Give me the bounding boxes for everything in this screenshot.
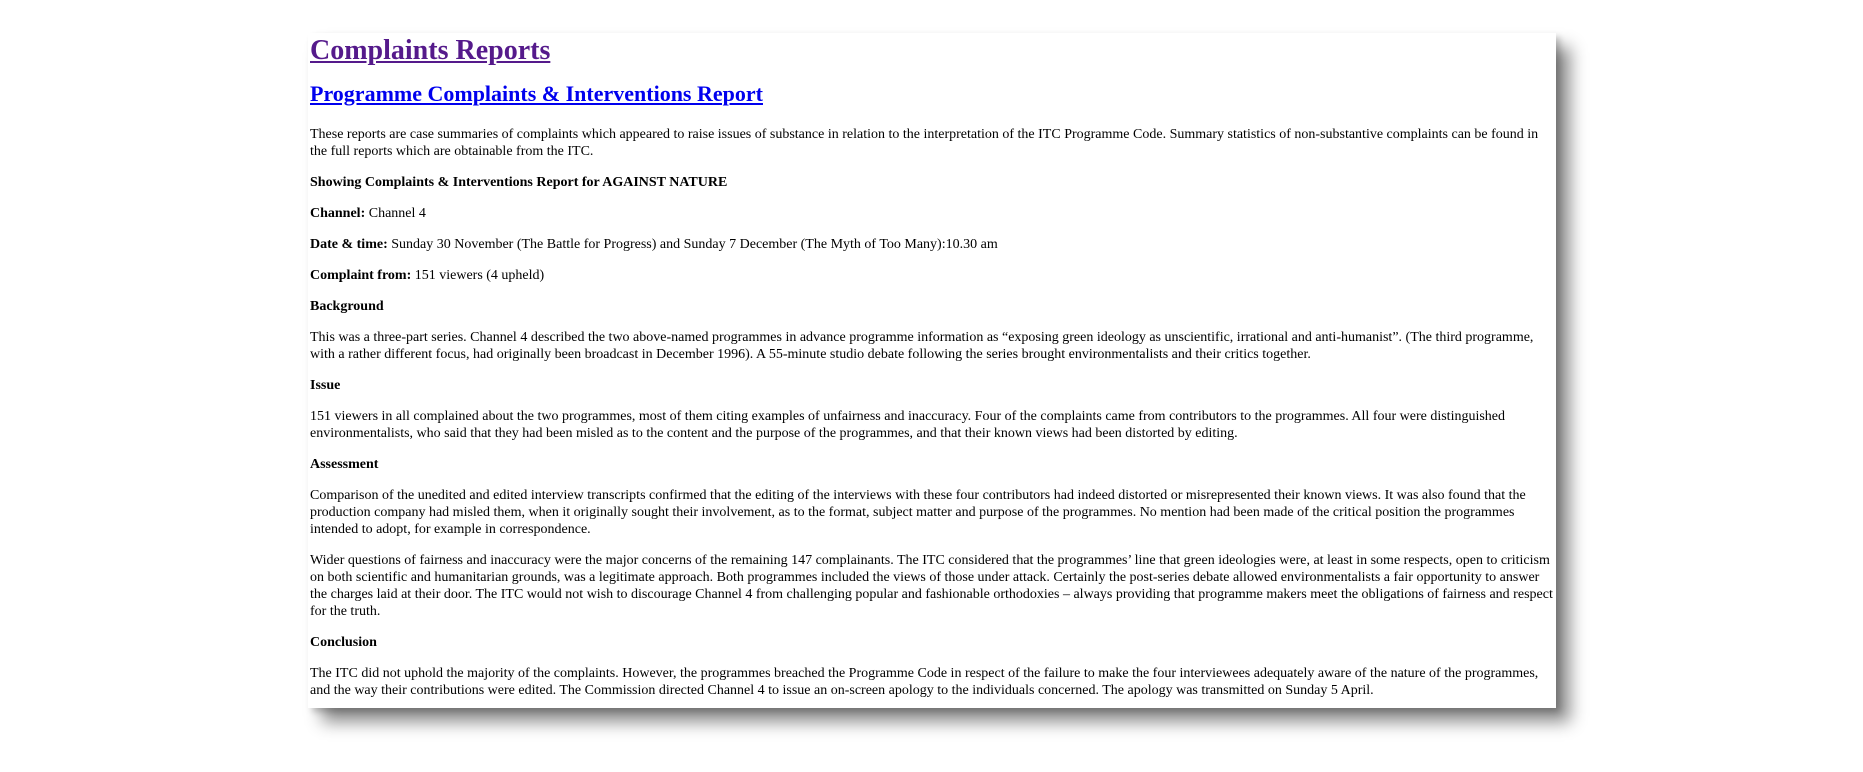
document-body	[308, 33, 1556, 699]
assessment-heading: Assessment	[310, 457, 379, 472]
conclusion-paragraph: The ITC did not uphold the majority of the complaints. However, the programmes breached the Programme Code in respect of the failure to make the four interviewees adequately aware of the nature of the programmes, and the way their contributions were edited. The Commission directed Channel 4 to issue an on-screen apology to the individuals concerned. The apology was transmitted on Sunday 5 April.	[310, 666, 1539, 698]
assessment-paragraph-1: Comparison of the unedited and edited interview transcripts confirmed that the editing of the interviews with these four contributors had indeed distorted or misrepresented their known views. It was also found that the production company had misled them, when it originally sought their involvement, as to the format, subject matter and purpose of the programmes. No mention had been made of the critical position the programmes intended to adopt, for example in correspondence.	[310, 488, 1526, 537]
conclusion-heading: Conclusion	[310, 635, 377, 650]
channel-label: Channel:	[310, 206, 366, 221]
issue-heading: Issue	[310, 378, 341, 393]
showing-report-heading: Showing Complaints & Interventions Report for AGAINST NATURE	[310, 175, 728, 190]
channel-line	[310, 205, 1556, 222]
complaint-from-label: Complaint from:	[310, 268, 412, 283]
datetime-line	[310, 236, 1556, 253]
background-heading: Background	[310, 299, 384, 314]
document-page	[308, 33, 1556, 708]
complaint-from-line	[310, 267, 1556, 284]
datetime-value: Sunday 30 November (The Battle for Progress) and Sunday 7 December (The Myth of Too Many):10.30 am	[387, 237, 998, 252]
programme-report-link[interactable]: Programme Complaints & Interventions Report	[310, 81, 763, 106]
issue-paragraph: 151 viewers in all complained about the two programmes, most of them citing examples of unfairness and inaccuracy. Four of the complaints came from contributors to the programmes. All four were distinguished environmentalists, who said that they had been misled as to the content and the purpose of the programmes, and that their known views had been distorted by editing.	[310, 409, 1506, 441]
complaint-from-value: 151 viewers (4 upheld)	[411, 268, 545, 283]
assessment-paragraph-2: Wider questions of fairness and inaccuracy were the major concerns of the remaining 147 complainants. The ITC considered that the programmes’ line that green ideologies were, at least in some respects, open to criticism on both scientific and humanitarian grounds, was a legitimate approach. Both programmes included the views of those under attack. Certainly the post-series debate allowed environmentalists a fair opportunity to answer the charges laid at their door. The ITC would not wish to discourage Channel 4 from challenging popular and fashionable orthodoxies – always providing that programme makers meet the obligations of fairness and respect for the truth.	[310, 553, 1553, 619]
channel-value: Channel 4	[365, 206, 426, 221]
datetime-label: Date & time:	[310, 237, 388, 252]
report-title	[310, 81, 1556, 107]
background-paragraph: This was a three-part series. Channel 4 described the two above-named programmes in advance programme information as “exposing green ideology as unscientific, irrational and anti-humanist”. (The third programme, with a rather different focus, had originally been broadcast in December 1996). A 55-minute studio debate following the series brought environmentalists and their critics together.	[310, 330, 1534, 362]
page-title	[310, 33, 1556, 69]
complaints-reports-link[interactable]: Complaints Reports	[310, 35, 551, 66]
intro-paragraph: These reports are case summaries of complaints which appeared to raise issues of substance in relation to the interpretation of the ITC Programme Code. Summary statistics of non-substantive complaints can be found in the full reports which are obtainable from the ITC.	[310, 127, 1539, 159]
